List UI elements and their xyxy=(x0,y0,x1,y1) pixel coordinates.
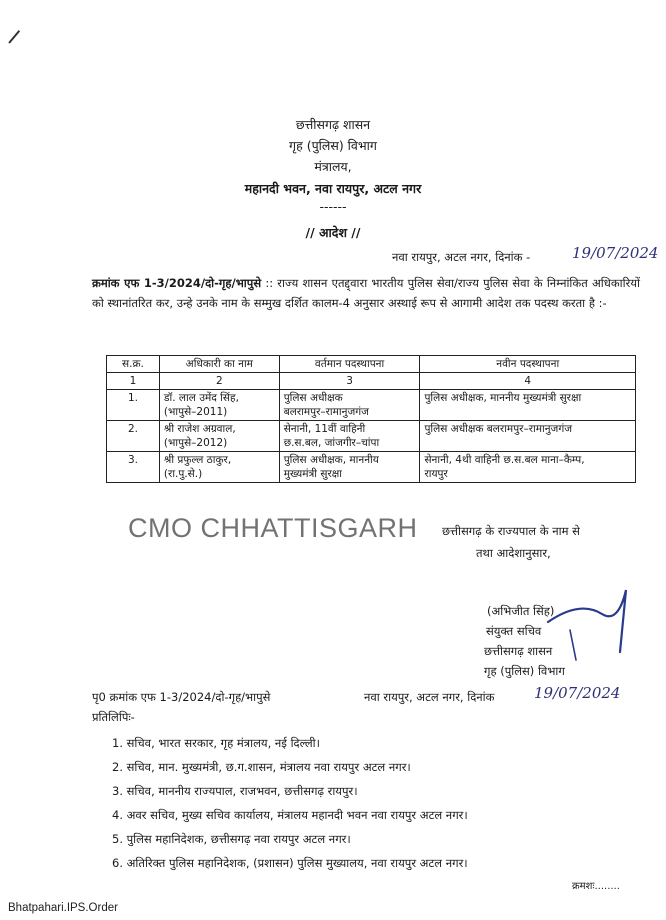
officer-cell xyxy=(159,421,279,452)
new-posting-line: पुलिस अधीक्षक बलरामपुर–रामानुजगंज xyxy=(424,423,573,435)
officer-batch: (रा.पु.से.) xyxy=(163,468,203,480)
officer-name: डॉ. लाल उमेंद सिंह, xyxy=(163,392,239,404)
officer-name: श्री प्रफुल्ल ठाकुर, xyxy=(163,454,232,466)
serial-number: 1. xyxy=(107,390,160,421)
signatory-name: (अभिजीत सिंह) xyxy=(487,604,555,618)
watermark: CMO CHHATTISGARH xyxy=(128,513,418,543)
signatory-department: गृह (पुलिस) विभाग xyxy=(484,664,565,678)
current-posting-cell xyxy=(279,452,420,483)
order-title: // आदेश // xyxy=(305,225,361,240)
reference-number: क्रमांक एफ 1-3/2024/दो-गृह/भापुसे xyxy=(92,276,262,290)
copy-reference-number: पृ0 क्रमांक एफ 1-3/2024/दो-गृह/भापुसे xyxy=(92,690,271,704)
ministry-name: मंत्रालय, xyxy=(314,159,352,174)
signatory-government: छत्तीसगढ़ शासन xyxy=(484,644,553,658)
officer-cell xyxy=(159,390,279,421)
copy-list-item: 3. सचिव, माननीय राज्यपाल, राजभवन, छत्तीसगढ़ रायपुर। xyxy=(112,784,358,798)
copy-list-item: 4. अवर सचिव, मुख्य सचिव कार्यालय, मंत्रालय महानदी भवन नवा रायपुर अटल नगर। xyxy=(112,808,468,822)
new-posting-line: रायपुर xyxy=(424,468,448,480)
officer-batch: (भापुसे–2011) xyxy=(163,406,228,418)
governor-order-line: छत्तीसगढ़ के राज्यपाल के नाम से xyxy=(442,524,580,538)
serial-number: 2. xyxy=(107,421,160,452)
current-posting-line: छ.स.बल, जांजगीर–चांपा xyxy=(283,437,380,449)
signatory-designation: संयुक्त सचिव xyxy=(486,624,542,638)
continuation-mark: क्रमशः........ xyxy=(572,881,620,892)
current-posting-line: मुख्यमंत्री सुरक्षा xyxy=(283,468,342,480)
current-posting-line: सेनानी, 11वीं वाहिनी xyxy=(283,423,366,435)
table-row xyxy=(107,452,636,483)
column-number: 3 xyxy=(279,373,420,390)
current-posting-line: बलरामपुर–रामानुजगंज xyxy=(283,406,369,418)
corner-pen-mark xyxy=(8,30,19,43)
signature-scribble xyxy=(540,570,640,670)
current-posting-line: पुलिस अधीक्षक, माननीय xyxy=(283,454,379,466)
current-posting-cell xyxy=(279,421,420,452)
column-header-serial: स.क्र. xyxy=(107,356,160,373)
column-number: 1 xyxy=(107,373,160,390)
department-name: गृह (पुलिस) विभाग xyxy=(289,138,377,153)
source-credit: Bhatpahari.IPS.Order xyxy=(8,902,118,914)
copy-list-item: 6. अतिरिक्त पुलिस महानिदेशक, (प्रशासन) पुलिस मुख्यालय, नवा रायपुर अटल नगर। xyxy=(112,856,468,870)
table-row xyxy=(107,390,636,421)
new-posting-line: पुलिस अधीक्षक, माननीय मुख्यमंत्री सुरक्षा xyxy=(424,392,582,404)
table-row xyxy=(107,421,636,452)
copy-list-item: 2. सचिव, मान. मुख्यमंत्री, छ.ग.शासन, मंत्रालय नवा रायपुर अटल नगर। xyxy=(112,760,411,774)
column-header-current-posting: वर्तमान पदस्थापना xyxy=(279,356,420,373)
order-body-text: :: राज्य शासन एतद्द्वारा भारतीय पुलिस सेवा/राज्य पुलिस सेवा के निम्नांकित अधिकारियों को स्थानांतरित कर, उन्हे उनके नाम के सम्मुख दर्शित कालम-4 अनुसार अस्थाई रूप से आगामी आदेश तक पदस्थ करता है :- xyxy=(92,276,640,310)
ministry-address: महानदी भवन, नवा रायपुर, अटल नगर xyxy=(244,181,422,196)
table-header-row xyxy=(107,356,636,373)
order-paragraph xyxy=(92,273,640,313)
header-rule: ------ xyxy=(319,199,347,214)
column-number: 4 xyxy=(420,373,636,390)
copy-heading: प्रतिलिपिः- xyxy=(92,710,135,724)
current-posting-line: पुलिस अधीक्षक xyxy=(283,392,343,404)
new-posting-line: सेनानी, 4थी वाहिनी छ.स.बल माना–कैम्प, xyxy=(424,454,585,466)
officer-cell xyxy=(159,452,279,483)
column-number: 2 xyxy=(159,373,279,390)
copy-date: 19/07/2024 xyxy=(534,684,621,702)
new-posting-cell xyxy=(420,390,636,421)
copy-place-date-label: नवा रायपुर, अटल नगर, दिनांक xyxy=(364,690,495,704)
column-header-new-posting: नवीन पदस्थापना xyxy=(420,356,636,373)
column-header-officer-name: अधिकारी का नाम xyxy=(159,356,279,373)
serial-number: 3. xyxy=(107,452,160,483)
transfer-table xyxy=(106,355,636,483)
copy-list-item: 5. पुलिस महानिदेशक, छत्तीसगढ़ नवा रायपुर अटल नगर। xyxy=(112,832,351,846)
new-posting-cell xyxy=(420,421,636,452)
current-posting-cell xyxy=(279,390,420,421)
copy-list-item: 1. सचिव, भारत सरकार, गृह मंत्रालय, नई दिल्ली। xyxy=(112,736,320,750)
govt-name: छत्तीसगढ़ शासन xyxy=(295,117,371,132)
table-column-number-row xyxy=(107,373,636,390)
place-date-label: नवा रायपुर, अटल नगर, दिनांक - xyxy=(392,250,531,264)
governor-order-line: तथा आदेशानुसार, xyxy=(476,546,551,560)
officer-name: श्री राजेश अग्रवाल, xyxy=(163,423,236,435)
new-posting-cell xyxy=(420,452,636,483)
officer-batch: (भापुसे–2012) xyxy=(163,437,228,449)
order-date: 19/07/2024 xyxy=(572,244,659,262)
